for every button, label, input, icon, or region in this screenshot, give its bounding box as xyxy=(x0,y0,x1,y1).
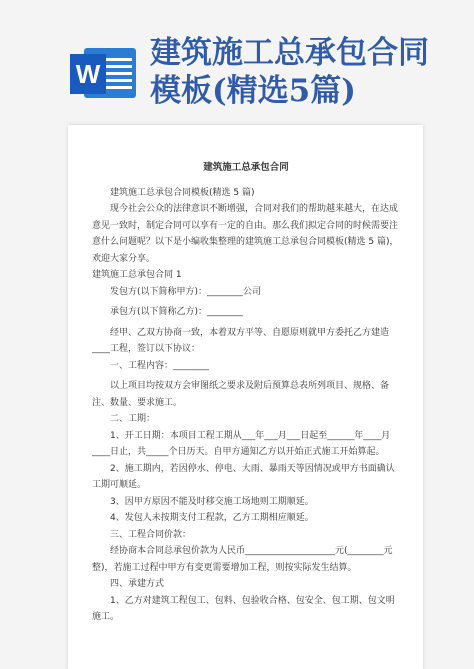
document-subtitle: 建筑施工总承包合同模板(精选 5 篇) xyxy=(110,187,255,198)
clause-2-item-1: 1、开工日期：本项目工程工期从___年___月___日起至______年____月____日止，共_____个日历天。自甲方通知乙方以开始正式施工开始算起。 xyxy=(92,430,391,457)
document-page xyxy=(68,125,423,669)
banner xyxy=(0,0,474,120)
section-heading: 建筑施工总承包合同 1 xyxy=(92,270,182,280)
banner-title: 建筑施工总承包合同模板(精选5篇) xyxy=(150,35,429,109)
clause-1-body: 以上项目均按双方会审图纸之要求及附后预算总表所列项目、规格、备注、数量、要求施工。 xyxy=(92,381,390,408)
clause-3-heading: 三、工程合同价款： xyxy=(110,529,192,540)
word-icon-lines xyxy=(106,58,132,93)
clause-2-item-4: 4、发包人未按期支付工程款，乙方工期相应顺延。 xyxy=(110,513,314,523)
clause-2-heading: 二、工期： xyxy=(110,414,156,424)
party-b-line: 承包方(以下简称乙方)：________ xyxy=(110,307,244,317)
word-icon-letter: W xyxy=(70,54,106,94)
intro-paragraph: 现今社会公众的法律意识不断增强，合同对我们的帮助越来越大，在达成意见一致时，制定合同可以享有一定的自由。那么我们拟定合同的时候需要注意什么问题呢？以下是小编收集整理的建筑施工总承包合同模板(精选 5 篇)，欢迎大家分享。 xyxy=(92,204,399,264)
document-title: 建筑施工总承包合同 xyxy=(203,162,289,173)
word-document-icon xyxy=(70,44,136,100)
clause-2-item-2: 2、施工期内，若因停水、停电、大雨、暴雨天等因情况或甲方书面确认工期可顺延。 xyxy=(92,463,395,490)
clause-4-item-1: 1、乙方对建筑工程包工、包料、包验收合格、包安全、包工期、包文明施工。 xyxy=(92,595,395,622)
clause-2-item-3: 3、因甲方原因不能及时移交施工场地则工期顺延。 xyxy=(110,496,314,507)
agreement-paragraph: 经甲、乙双方协商一致，本着双方平等、自愿原则就甲方委托乙方建造____工程，签订以下协议： xyxy=(92,327,390,354)
clause-3-body: 经协商本合同总承包价款为人民币____________________元(________元整)，若施工过程中甲方有变更需要增加工程，则按实际发生结算。 xyxy=(92,546,393,573)
clause-1-heading: 一、工程内容：________ xyxy=(110,360,210,371)
party-a-line: 发包方(以下简称甲方)：________公司 xyxy=(110,286,262,297)
clause-4-heading: 四、承建方式 xyxy=(110,579,165,589)
document-body xyxy=(92,160,400,626)
